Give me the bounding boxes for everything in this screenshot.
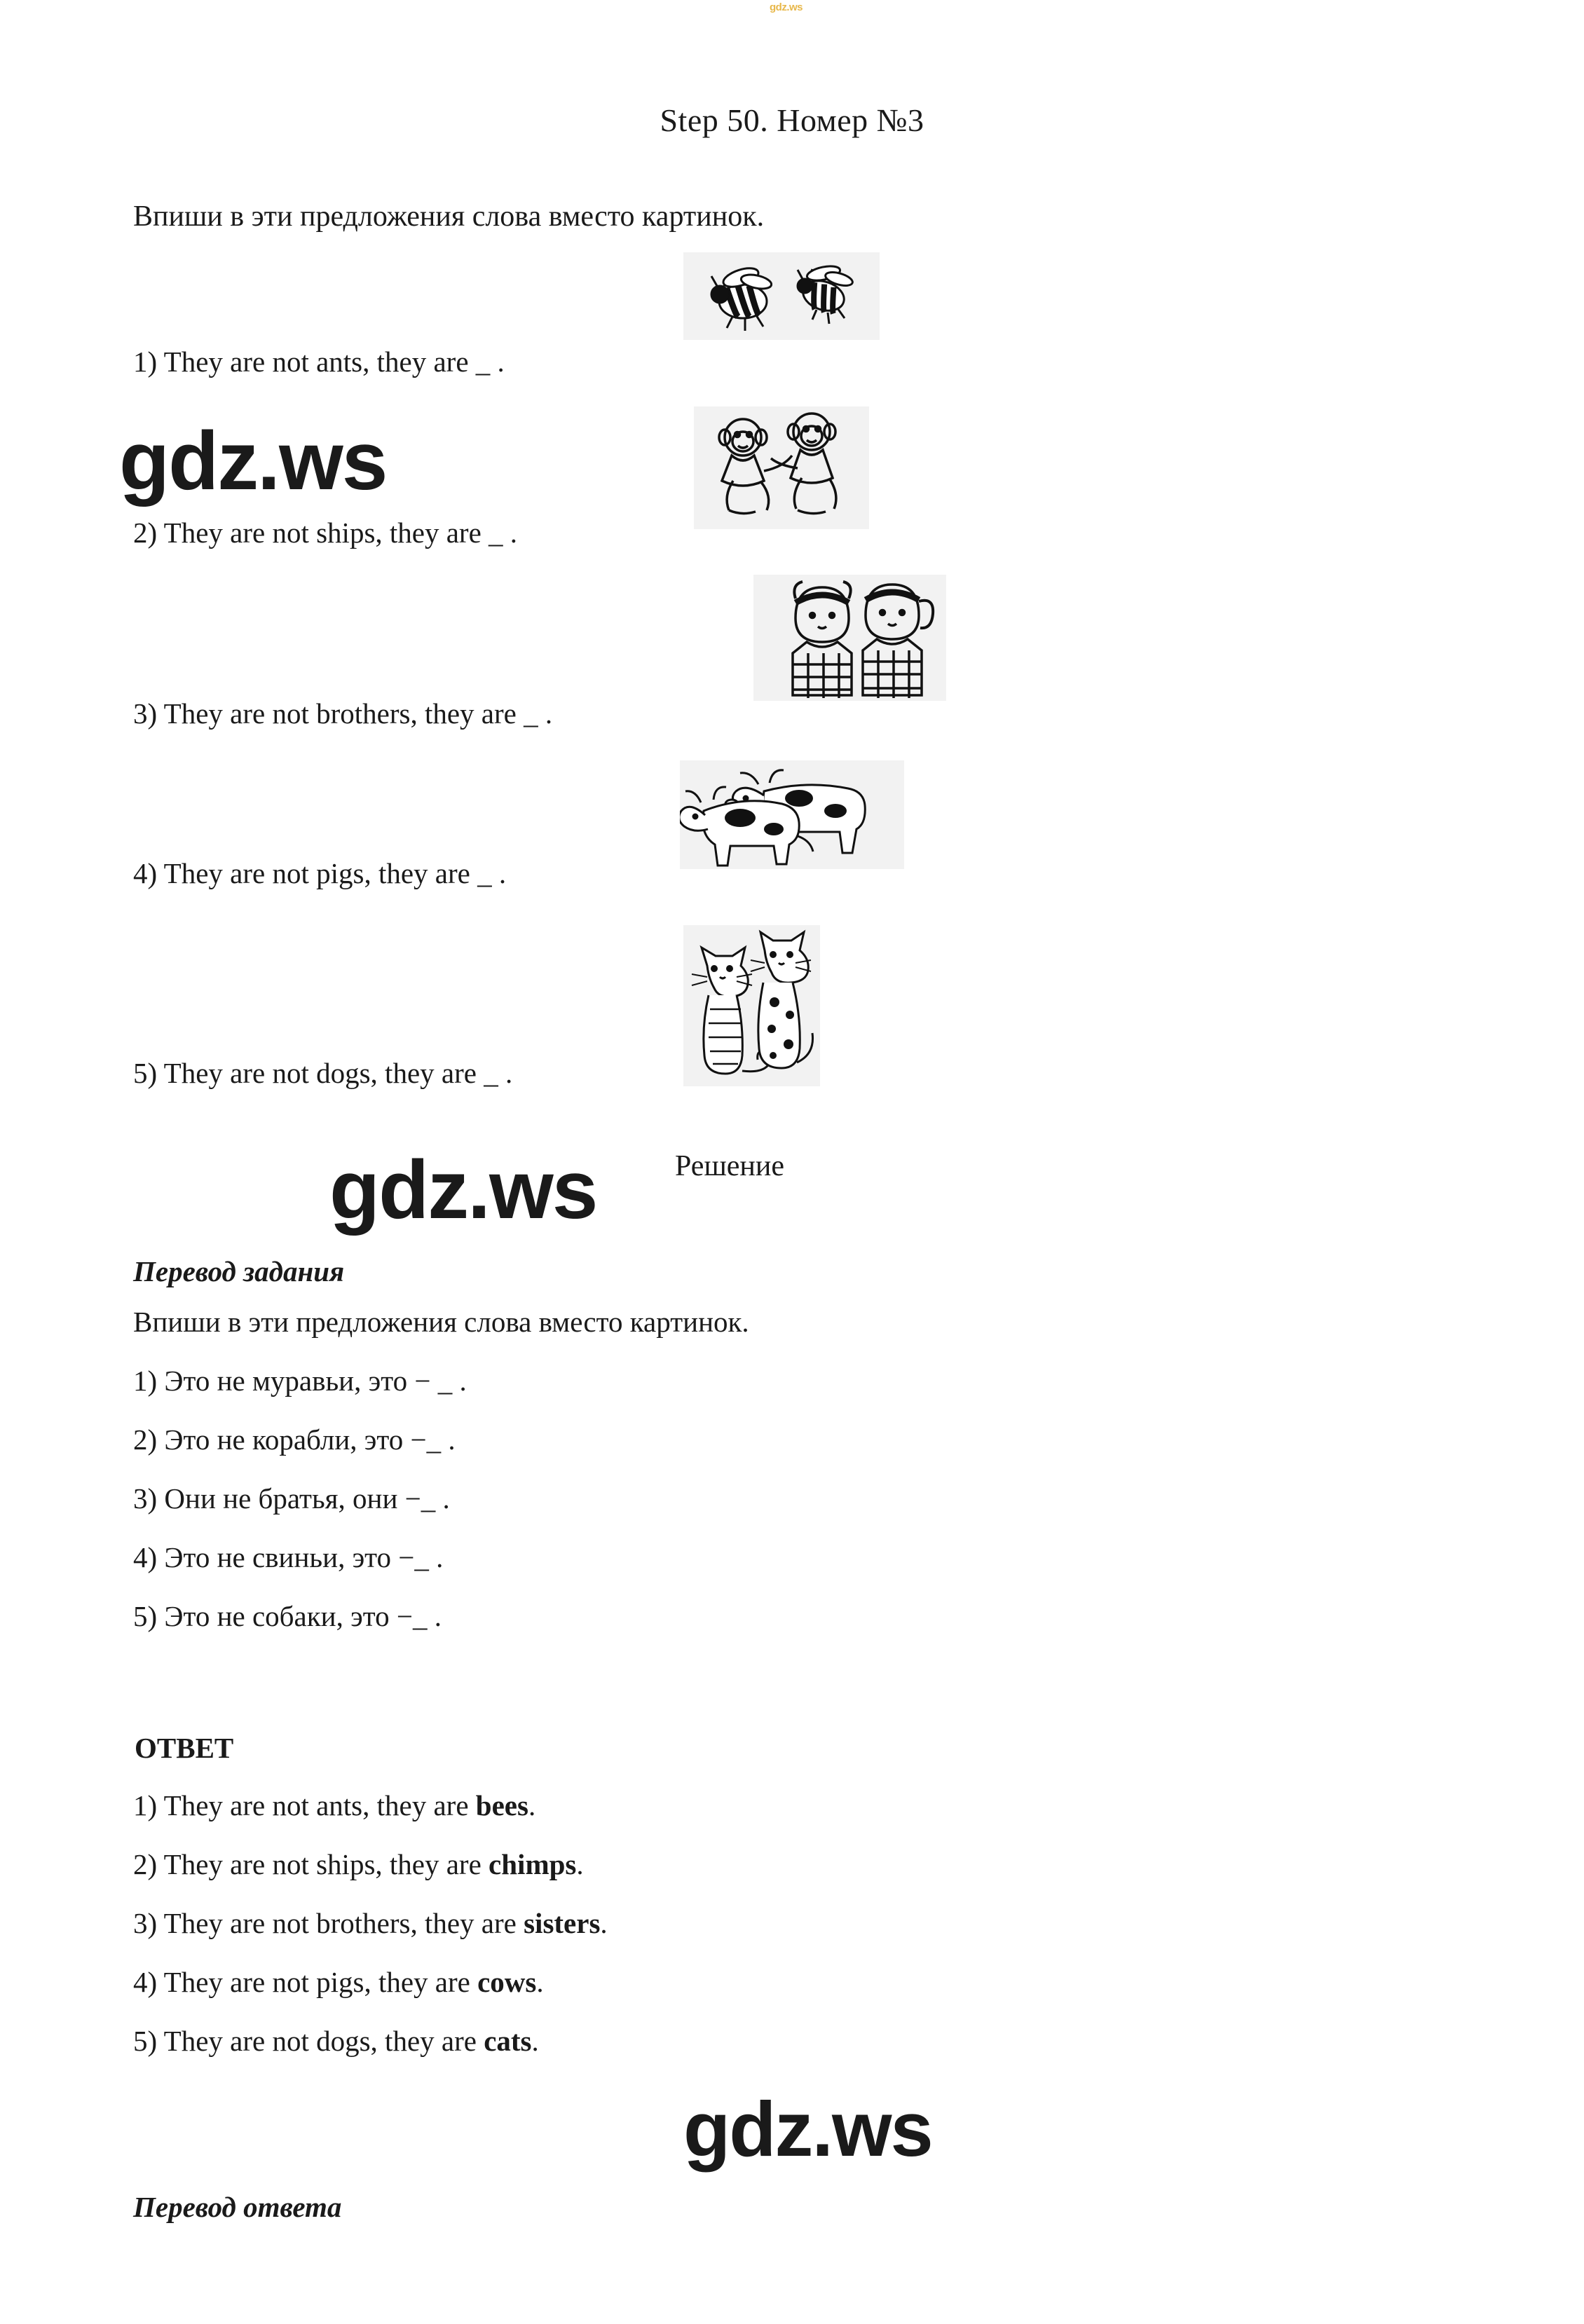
cows-illustration	[680, 760, 904, 869]
translation-task-heading: Перевод задания	[133, 1255, 345, 1287]
sisters-illustration	[753, 575, 946, 701]
answer-line-1-suffix: .	[528, 1789, 536, 1821]
answer-line-3	[133, 1906, 608, 1940]
answer-line-2-word: chimps	[489, 1848, 577, 1880]
answer-line-5	[133, 2024, 539, 2058]
answer-line-4-prefix: 4) They are not pigs, they are	[133, 1966, 478, 1998]
answer-line-5-prefix: 5) They are not dogs, they are	[133, 2025, 484, 2057]
answer-line-1-word: bees	[475, 1789, 528, 1821]
bees-illustration	[683, 252, 880, 340]
translation-task-line-4: 4) Это не свиньи, это −_ .	[133, 1541, 444, 1573]
exercise-sentence-1: 1) They are not ants, they are _ .	[133, 346, 505, 378]
answer-line-4-suffix: .	[536, 1966, 544, 1998]
translation-task-line-3: 3) Они не братья, они −_ .	[133, 1482, 450, 1515]
watermark-main-2: gdz.ws	[329, 1144, 597, 1236]
answer-line-3-prefix: 3) They are not brothers, they are	[133, 1907, 524, 1939]
task-instruction: Впиши в эти предложения слова вместо картинок.	[133, 200, 765, 233]
answer-line-1	[133, 1789, 535, 1822]
answer-line-5-suffix: .	[531, 2025, 539, 2057]
answer-line-4	[133, 1965, 544, 1999]
translation-task-line-2: 2) Это не корабли, это −_ .	[133, 1423, 456, 1456]
chimps-illustration	[694, 406, 869, 529]
exercise-sentence-2: 2) They are not ships, they are _ .	[133, 517, 518, 549]
solution-label: Решение	[675, 1150, 785, 1182]
answer-line-2	[133, 1847, 584, 1881]
watermark-main-1: gdz.ws	[119, 415, 387, 507]
watermark-main-3: gdz.ws	[683, 2086, 932, 2173]
answer-line-4-word: cows	[477, 1966, 537, 1998]
exercise-sentence-3: 3) They are not brothers, they are _ .	[133, 697, 553, 730]
exercise-sentence-4: 4) They are not pigs, they are _ .	[133, 857, 507, 889]
answer-line-5-word: cats	[484, 2025, 532, 2057]
translation-task-line-1: 1) Это не муравьи, это − _ .	[133, 1365, 467, 1397]
answer-heading: ОТВЕТ	[135, 1732, 234, 1764]
page-title: Step 50. Номер №3	[660, 102, 924, 138]
watermark-top-small: gdz.ws	[770, 1, 803, 13]
answer-line-3-word: sisters	[524, 1907, 601, 1939]
answer-line-1-prefix: 1) They are not ants, they are	[133, 1789, 476, 1821]
cats-illustration	[683, 925, 820, 1086]
exercise-sentence-5: 5) They are not dogs, they are _ .	[133, 1057, 513, 1089]
answer-line-3-suffix: .	[600, 1907, 608, 1939]
translation-task-intro: Впиши в эти предложения слова вместо картинок.	[133, 1306, 749, 1338]
translation-task-line-5: 5) Это не собаки, это −_ .	[133, 1600, 442, 1632]
translation-answer-heading: Перевод ответа	[133, 2191, 342, 2223]
answer-line-2-prefix: 2) They are not ships, they are	[133, 1848, 489, 1880]
answer-line-2-suffix: .	[576, 1848, 584, 1880]
